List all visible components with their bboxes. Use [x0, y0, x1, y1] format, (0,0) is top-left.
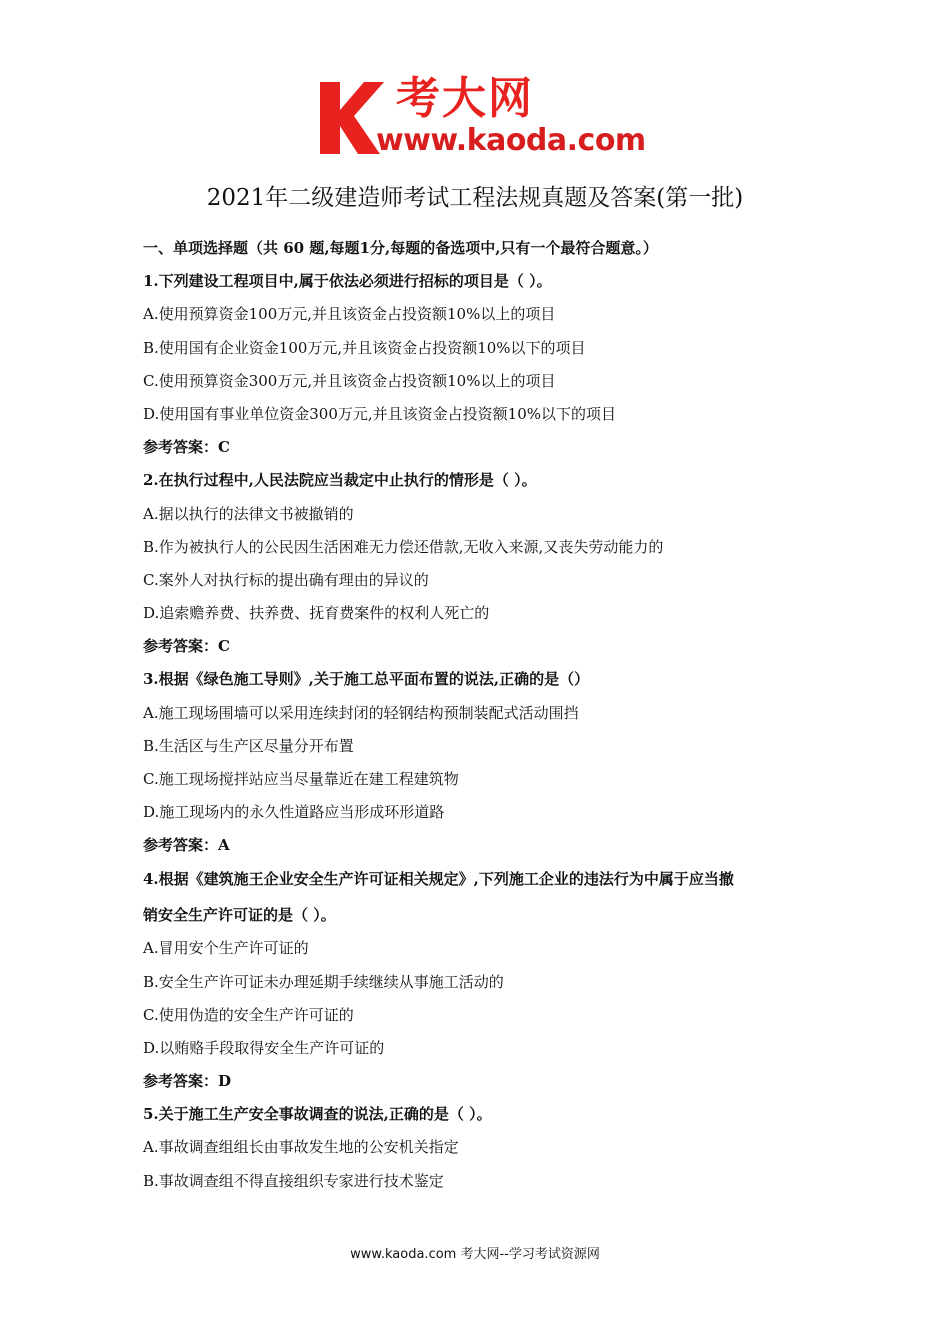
answer-line: 参考答案：C [143, 438, 230, 457]
question-stem-line-2: 销安全生产许可证的是（ ）。 [143, 906, 336, 925]
option-item: A.据以执行的法律文书被撤销的 [143, 504, 354, 523]
option-item: A.冒用安个生产许可证的 [143, 939, 309, 958]
option-item: B.安全生产许可证未办理延期手续继续从事施工活动的 [143, 972, 504, 991]
question-stem: 5.关于施工生产安全事故调查的说法,正确的是（ ）。 [143, 1105, 492, 1124]
option-item: B.事故调查组不得直接组织专家进行技术鉴定 [143, 1171, 444, 1190]
option-item: C.使用伪造的安全生产许可证的 [143, 1005, 354, 1024]
option-item: D.追索赡养费、扶养费、抚育费案件的权利人死亡的 [143, 604, 490, 623]
section-heading: 一、单项选择题（共 60 题,每题1分,每题的备选项中,只有一个最符合题意。） [143, 239, 658, 257]
option-item: A.施工现场围墙可以采用连续封闭的轻钢结构预制装配式活动围挡 [143, 703, 579, 722]
kaoda-logo [318, 73, 646, 160]
page-footer: www.kaoda.com 考大网--学习考试资源网 [350, 1247, 600, 1262]
question-stem: 1.下列建设工程项目中,属于依法必须进行招标的项目是（ ）。 [143, 272, 552, 291]
answer-line: 参考答案：D [143, 1072, 232, 1091]
question-stem-line-1: 4.根据《建筑施王企业安全生产许可证相关规定》,下列施工企业的违法行为中属于应当撤 [143, 869, 734, 888]
logo-url: www.kaoda.com [376, 123, 646, 158]
option-item: A.事故调查组组长由事故发生地的公安机关指定 [143, 1138, 459, 1157]
question-stem: 3.根据《绿色施工导则》,关于施工总平面布置的说法,正确的是（） [143, 670, 590, 689]
question-stem: 2.在执行过程中,人民法院应当裁定中止执行的情形是（ ）。 [143, 471, 537, 490]
question-list [143, 232, 843, 1198]
logo-chinese-name: 考大网 [396, 73, 534, 124]
option-item: A.使用预算资金100万元,并且该资金占投资额10%以上的项目 [143, 305, 556, 324]
option-item: D.使用国有事业单位资金300万元,并且该资金占投资额10%以下的项目 [143, 404, 617, 423]
option-item: B.生活区与生产区尽量分开布置 [143, 736, 354, 755]
answer-line: 参考答案：C [143, 637, 230, 656]
k-logo-icon [318, 80, 384, 156]
option-item: D.施工现场内的永久性道路应当形成环形道路 [143, 803, 445, 822]
option-item: B.作为被执行人的公民因生活困难无力偿还借款,无收入来源,又丧失劳动能力的 [143, 537, 664, 556]
option-item: D.以贿赂手段取得安全生产许可证的 [143, 1038, 385, 1057]
option-item: C.案外人对执行标的提出确有理由的异议的 [143, 570, 429, 589]
option-item: B.使用国有企业资金100万元,并且该资金占投资额10%以下的项目 [143, 338, 586, 357]
option-item: C.施工现场搅拌站应当尽量靠近在建工程建筑物 [143, 770, 459, 788]
answer-line: 参考答案：A [143, 836, 230, 855]
document-title: 2021年二级建造师考试工程法规真题及答案(第一批) [206, 185, 744, 211]
option-item: C.使用预算资金300万元,并且该资金占投资额10%以上的项目 [143, 371, 556, 390]
